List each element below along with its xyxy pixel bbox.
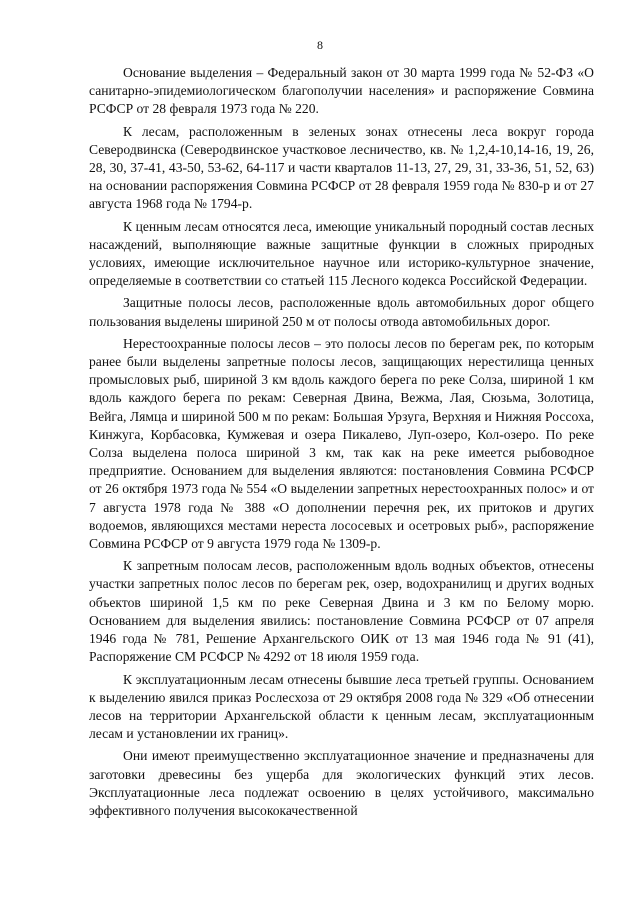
page-number: 8 — [317, 38, 323, 52]
paragraph-3: К ценным лесам относятся леса, имеющие уникальный породный состав лесных насаждений, выполняющие важные защитные функции в сложных природных условиях, имеющие исключительное научное или историко-культурное значение, определяемые в соответствии со статьей 115 Лесного кодекса Российской Федерации. — [89, 218, 594, 289]
document-body — [89, 64, 594, 824]
paragraph-5: Нерестоохранные полосы лесов – это полосы лесов по берегам рек, по которым ранее были выделены запретные полосы лесов, защищающих нерестилища ценных промысловых рыб, шириной 3 км вдоль каждого берега по реке Солза, шириной 1 км вдоль каждого берега по рекам: Северная Двина, Вежма, Лая, Сюзьма, Золотица, Вейга, Лямца и шириной 500 м по рекам: Большая Урзуга, Верхняя и Нижняя Россоха, Кинжуга, Корбасовка, Кумжевая и озера Пикалево, Луп-озеро, Кол-озеро. По реке Солза выделена полоса шириной 3 км, так как на реке имеется рыбоводное предприятие. Основанием для выделения являются: постановления Совмина РСФСР от 26 октября 1973 года № 554 «О выделении запретных нерестоохранных полос» и от 7 августа 1978 года № 388 «О дополнении перечня рек, их притоков и других водоемов, являющихся местами нереста лососевых и осетровых рыб», распоряжение Совмина РСФСР от 9 августа 1979 года № 1309-р. — [89, 335, 594, 552]
paragraph-4: Защитные полосы лесов, расположенные вдоль автомобильных дорог общего пользования выделены шириной 250 м от полосы отвода автомобильных дорог. — [89, 295, 594, 329]
paragraph-2: К лесам, расположенным в зеленых зонах отнесены леса вокруг города Северодвинска (Северодвинское участковое лесничество, кв. № 1,2,4-10,14-16, 19, 26, 28, 30, 37-41, 43-50, 53-62, 64-117 и части кварталов 11-13, 27, 29, 31, 33-36, 51, 52, 63) на основании распоряжения Совмина РСФСР от 28 февраля 1959 года № 830-р и от 27 августа 1968 года № 1794-р. — [89, 123, 594, 212]
paragraph-6: К запретным полосам лесов, расположенным вдоль водных объектов, отнесены участки запретных полос лесов по берегам рек, озер, водохранилищ и других водных объектов шириной 1,5 км по реке Северная Двина и 3 км по Белому морю. Основанием для выделения явились: постановление Совмина РСФСР от 07 апреля 1946 года № 781, Решение Архангельского ОИК от 13 мая 1946 года № 91 (41), Распоряжение СМ РСФСР № 4292 от 18 июля 1959 года. — [89, 558, 594, 665]
paragraph-1: Основание выделения – Федеральный закон от 30 марта 1999 года № 52-ФЗ «О санитарно-эпидемиологическом благополучии населения» и распоряжение Совмина РСФСР от 28 февраля 1973 года № 220. — [89, 65, 594, 117]
paragraph-8: Они имеют преимущественно эксплуатационное значение и предназначены для заготовки древесины без ущерба для экологических функций этих лесов. Эксплуатационные леса подлежат освоению в целях устойчивого, максимально эффективного получения высококачественной — [89, 748, 594, 818]
paragraph-7: К эксплуатационным лесам отнесены бывшие леса третьей группы. Основанием к выделению явился приказ Рослесхоза от 29 октября 2008 года № 329 «Об отнесении лесов на территории Архангельской области к ценным лесам, эксплуатационным лесам и установлении их границ». — [89, 671, 594, 742]
